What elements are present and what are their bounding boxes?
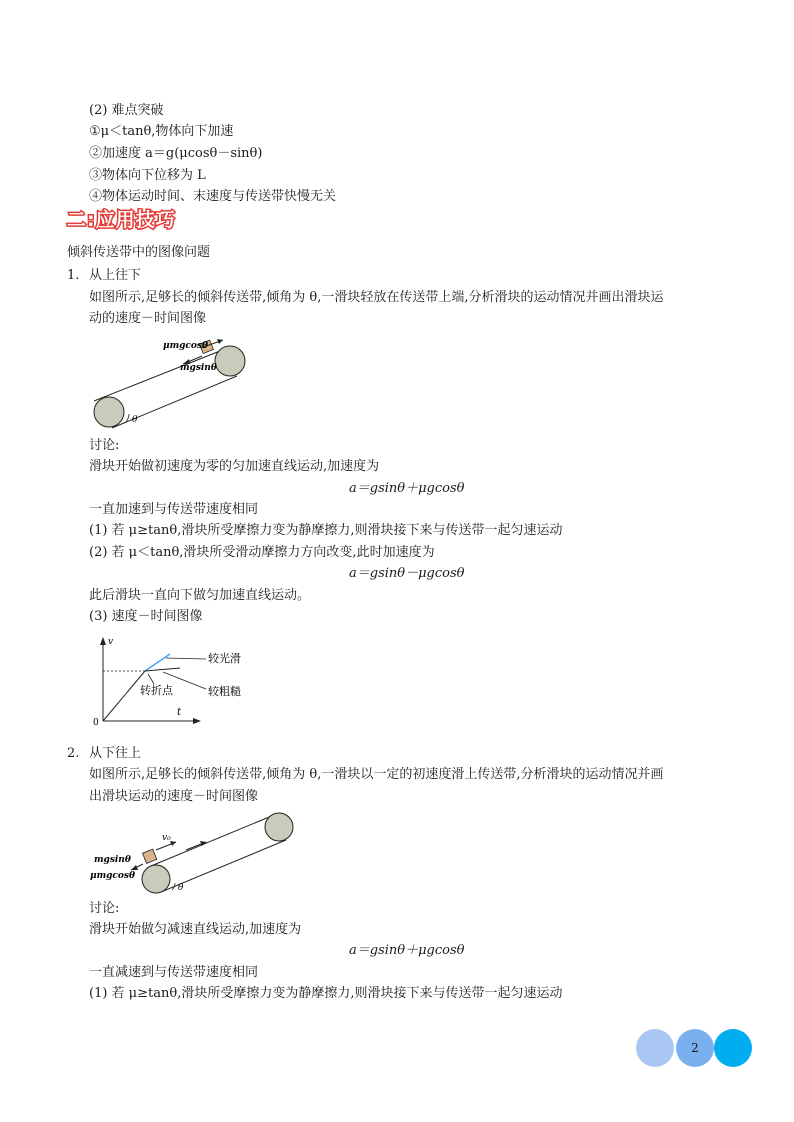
page-number-badge bbox=[636, 1027, 754, 1069]
point-1: ①μ＜tanθ,物体向下加速 bbox=[89, 124, 234, 139]
conveyor-figure-2 bbox=[88, 810, 303, 898]
turning-point-label: 转折点 bbox=[140, 684, 173, 697]
problem-1-text-c: 此后滑块一直向下做匀加速直线运动。 bbox=[89, 588, 311, 603]
friction-force-label: μmgcosθ bbox=[90, 871, 135, 881]
accel-segment bbox=[103, 671, 145, 721]
velocity-time-graph bbox=[88, 632, 268, 728]
lower-roller bbox=[142, 865, 170, 893]
formula-1: a＝gsinθ＋μgcosθ bbox=[349, 481, 465, 496]
gravity-force-label: mgsinθ bbox=[180, 363, 217, 373]
badge-circle-left bbox=[636, 1029, 674, 1067]
upper-roller bbox=[265, 813, 293, 841]
formula-3: a＝gsinθ＋μgcosθ bbox=[349, 943, 465, 958]
belt-top-edge bbox=[94, 349, 225, 401]
angle-label: θ bbox=[178, 883, 184, 893]
turning-pointer bbox=[148, 674, 154, 684]
formula-2: a＝gsinθ－μgcosθ bbox=[349, 566, 465, 581]
rough-label: 较粗糙 bbox=[208, 685, 241, 698]
problem-1-case-3: (3) 速度－时间图像 bbox=[89, 609, 203, 624]
problem-2-text-b: 一直减速到与传送带速度相同 bbox=[89, 965, 259, 980]
problem-2-desc-line1: 如图所示,足够长的倾斜传送带,倾角为 θ,一滑块以一定的初速度滑上传送带,分析滑块的运动情况并画 bbox=[89, 767, 664, 782]
conveyor-figure-1 bbox=[85, 334, 275, 434]
t-axis-label: t bbox=[177, 707, 182, 718]
badge-circle-right bbox=[714, 1029, 752, 1067]
problem-1-desc-line2: 动的速度－时间图像 bbox=[89, 311, 207, 326]
point-4: ④物体运动时间、末速度与传送带快慢无关 bbox=[89, 189, 337, 204]
smooth-case-line bbox=[145, 654, 170, 671]
v0-label: v₀ bbox=[162, 833, 171, 843]
rough-case-line bbox=[145, 668, 180, 671]
point-2: ②加速度 a＝g(μcosθ－sinθ) bbox=[89, 146, 263, 161]
problem-1-case-2: (2) 若 μ＜tanθ,滑块所受滑动摩擦力方向改变,此时加速度为 bbox=[89, 545, 435, 560]
problem-1-case-1: (1) 若 μ≥tanθ,滑块所受摩擦力变为静摩擦力,则滑块接下来与传送带一起匀速运动 bbox=[89, 523, 563, 538]
point-3: ③物体向下位移为 L bbox=[89, 168, 206, 183]
smooth-label: 较光滑 bbox=[208, 652, 241, 665]
problem-2-number: 2. bbox=[67, 746, 80, 761]
belt-bottom-edge bbox=[112, 376, 237, 428]
subsection-heading: (2) 难点突破 bbox=[89, 103, 164, 118]
friction-force-label: μmgcosθ bbox=[163, 341, 208, 351]
problem-2-title: 从下往上 bbox=[89, 746, 142, 761]
page-number: 2 bbox=[691, 1041, 699, 1055]
smooth-pointer bbox=[166, 658, 206, 659]
problem-1-desc-line1: 如图所示,足够长的倾斜传送带,倾角为 θ,一滑块轻放在传送带上端,分析滑块的运动情况并画出滑块运 bbox=[89, 290, 664, 305]
upper-roller bbox=[215, 346, 245, 376]
section-title: 二:应用技巧 bbox=[67, 209, 176, 231]
topic-subtitle: 倾斜传送带中的图像问题 bbox=[67, 245, 211, 260]
v-axis-label: v bbox=[108, 637, 114, 647]
problem-1-number: 1. bbox=[67, 268, 80, 283]
problem-1-text-b: 一直加速到与传送带速度相同 bbox=[89, 502, 259, 517]
slider-block bbox=[142, 849, 156, 863]
problem-2-case-1: (1) 若 μ≥tanθ,滑块所受摩擦力变为静摩擦力,则滑块接下来与传送带一起匀速运动 bbox=[89, 986, 563, 1001]
gravity-force-label: mgsinθ bbox=[94, 855, 131, 865]
problem-2-text-a: 滑块开始做匀减速直线运动,加速度为 bbox=[89, 922, 302, 937]
discussion-label-2: 讨论: bbox=[89, 901, 120, 916]
angle-label: θ bbox=[132, 415, 138, 425]
discussion-label-1: 讨论: bbox=[89, 438, 120, 453]
origin-label: 0 bbox=[93, 718, 99, 728]
lower-roller bbox=[94, 397, 124, 427]
problem-1-title: 从上往下 bbox=[89, 268, 142, 283]
problem-1-text-a: 滑块开始做初速度为零的匀加速直线运动,加速度为 bbox=[89, 459, 380, 474]
problem-2-desc-line2: 出滑块运动的速度－时间图像 bbox=[89, 789, 259, 804]
